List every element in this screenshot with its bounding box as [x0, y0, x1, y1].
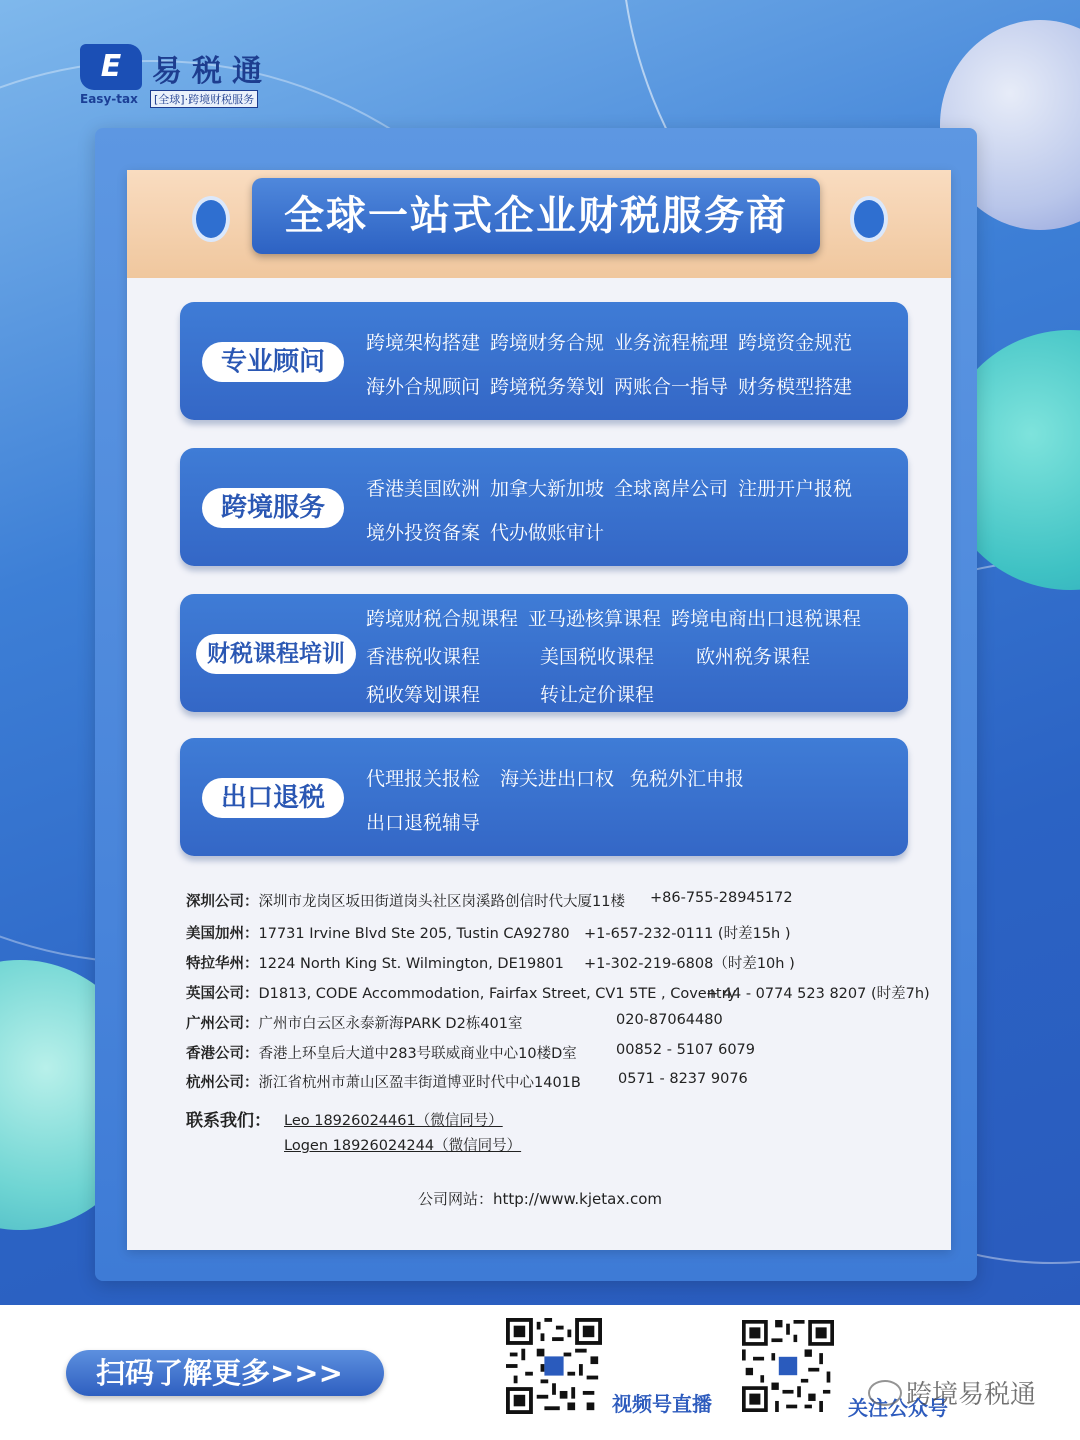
service-block-training	[180, 594, 908, 712]
contact-row	[186, 1071, 748, 1092]
service-item: 税收筹划课程	[366, 684, 481, 706]
service-label: 出口退税	[202, 778, 344, 818]
contact-row	[186, 890, 793, 911]
contact-person-link[interactable]: Leo 18926024461（微信同号）	[284, 1113, 503, 1129]
contact-address: 广州市白云区永泰新海PARK D2栋401室	[258, 1016, 523, 1032]
service-row	[366, 642, 820, 669]
service-item: 境外投资备案	[366, 522, 481, 544]
logo-chinese-name: 易税通	[152, 54, 272, 89]
contact-phone: +1-302-219-6808（时差10h )	[584, 956, 795, 972]
qr-label-video: 视频号直播	[612, 1392, 712, 1416]
service-row	[366, 808, 490, 835]
logo	[80, 44, 280, 110]
service-row	[366, 474, 862, 501]
qr-code-video-icon[interactable]	[506, 1318, 602, 1414]
service-item: 两账合一指导	[614, 376, 729, 398]
contact-address: 香港上环皇后大道中283号联威商业中心10楼D室	[258, 1046, 577, 1062]
service-label: 专业顾问	[202, 342, 344, 382]
wechat-watermark-icon	[868, 1380, 902, 1406]
service-item: 香港美国欧洲	[366, 478, 481, 500]
contact-address: D1813, CODE Accommodation, Fairfax Street, CV1 5TE , Coventry	[258, 986, 737, 1002]
service-block-export-rebate	[180, 738, 908, 856]
contact-label: 香港公司：	[186, 1046, 259, 1062]
service-item: 加拿大新加坡	[490, 478, 605, 500]
service-item: 跨境税务筹划	[490, 376, 605, 398]
service-item: 海关进出口权	[500, 768, 615, 790]
service-item: 免税外汇申报	[630, 768, 745, 790]
contact-row	[186, 922, 791, 943]
contact-row	[186, 982, 930, 1003]
contact-address: 1224 North King St. Wilmington, DE19801	[258, 956, 564, 972]
contact-address: 17731 Irvine Blvd Ste 205, Tustin CA92780	[258, 926, 570, 942]
service-label: 跨境服务	[202, 488, 344, 528]
service-row	[366, 518, 614, 545]
service-item: 跨境财务合规	[490, 332, 605, 354]
contact-label: 杭州公司：	[186, 1075, 259, 1091]
service-item: 转让定价课程	[540, 684, 655, 706]
contact-address: 浙江省杭州市萧山区盈丰街道博亚时代中心1401B	[258, 1075, 581, 1091]
contact-phone: +86-755-28945172	[650, 890, 793, 906]
service-item: 全球离岸公司	[614, 478, 729, 500]
qr-label-wechat: 关注公众号	[848, 1396, 948, 1420]
service-item: 亚马逊核算课程	[528, 608, 662, 630]
service-block-consulting	[180, 302, 908, 420]
contact-phone: +1-657-232-0111 (时差15h )	[584, 926, 791, 942]
contact-row	[186, 1012, 723, 1033]
service-item: 跨境资金规范	[738, 332, 853, 354]
contact-phone: + 44 - 0774 523 8207 (时差7h)	[706, 986, 930, 1002]
service-item: 业务流程梳理	[614, 332, 729, 354]
contact-address: 深圳市龙岗区坂田街道岗头社区岗溪路创信时代大厦11楼	[258, 894, 625, 910]
logo-mark: E	[80, 44, 142, 90]
contact-phone: 0571 - 8237 9076	[618, 1071, 748, 1087]
service-item: 注册开户报税	[738, 478, 853, 500]
service-row	[366, 604, 871, 631]
contact-label: 美国加州：	[186, 926, 259, 942]
binder-hole-left	[192, 196, 230, 242]
contact-label: 广州公司：	[186, 1016, 259, 1032]
qr-code-wechat-icon[interactable]	[742, 1320, 834, 1412]
contact-label: 英国公司：	[186, 986, 259, 1002]
contact-phone: 00852 - 5107 6079	[616, 1042, 755, 1058]
service-item: 代办做账审计	[490, 522, 605, 544]
binder-hole-right	[850, 196, 888, 242]
contact-row	[186, 952, 795, 973]
service-item: 跨境架构搭建	[366, 332, 481, 354]
service-row	[366, 764, 754, 791]
service-item: 跨境电商出口退税课程	[671, 608, 862, 630]
contact-us-label: 联系我们：	[186, 1111, 271, 1131]
page-title: 全球一站式企业财税服务商	[252, 178, 820, 254]
contact-person-link[interactable]: Logen 18926024244（微信同号）	[284, 1138, 522, 1154]
website-link[interactable]: 公司网站：http://www.kjetax.com	[418, 1190, 662, 1208]
service-row	[366, 328, 862, 355]
service-item: 跨境财税合规课程	[366, 608, 519, 630]
service-item: 出口退税辅导	[366, 812, 481, 834]
service-item: 代理报关报检	[366, 768, 481, 790]
watermark-text: 跨境易税通	[906, 1380, 1037, 1410]
contact-label: 特拉华州：	[186, 956, 259, 972]
contact-row	[186, 1042, 755, 1063]
logo-english-name: Easy-tax	[80, 92, 138, 106]
service-row	[366, 372, 862, 399]
service-label: 财税课程培训	[196, 634, 356, 674]
service-item: 欧州税务课程	[696, 646, 811, 668]
contact-label: 深圳公司：	[186, 894, 259, 910]
scan-more-button[interactable]: 扫码了解更多>>>	[66, 1350, 384, 1396]
service-item: 财务模型搭建	[738, 376, 853, 398]
logo-tagline: [全球]·跨境财税服务	[150, 90, 258, 108]
contact-phone: 020-87064480	[616, 1012, 723, 1028]
service-row	[366, 680, 664, 707]
service-item: 香港税收课程	[366, 646, 481, 668]
service-item: 海外合规顾问	[366, 376, 481, 398]
service-block-cross-border	[180, 448, 908, 566]
service-item: 美国税收课程	[540, 646, 655, 668]
